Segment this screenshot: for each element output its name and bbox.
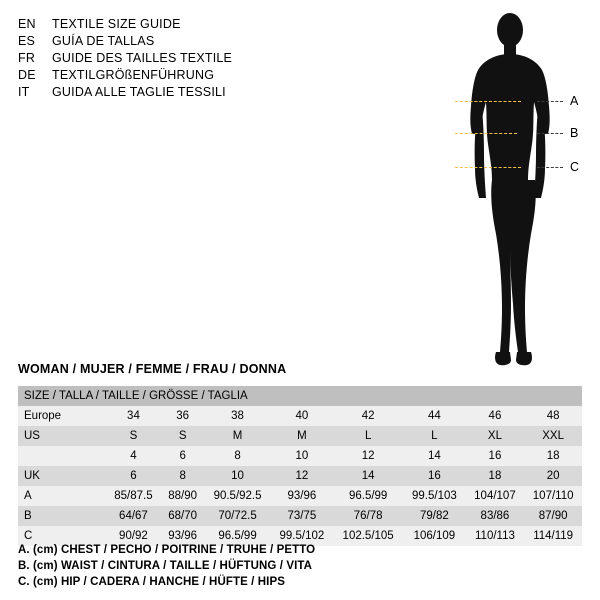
cell: 38 <box>204 406 270 426</box>
cell: 114/119 <box>524 526 582 546</box>
table-row <box>18 506 582 526</box>
cell: 87/90 <box>524 506 582 526</box>
cell: 6 <box>106 466 161 486</box>
cell: XXL <box>524 426 582 446</box>
marker-label-a: A <box>570 94 579 108</box>
legend-item-b: B. (cm) WAIST / CINTURA / TAILLE / HÜFTUNG / VITA <box>18 560 313 572</box>
cell: 44 <box>403 406 465 426</box>
cell: 18 <box>466 466 525 486</box>
cell: 93/96 <box>161 526 205 546</box>
table-row <box>18 406 582 426</box>
title-text-it: GUIDA ALLE TAGLIE TESSILI <box>52 85 226 99</box>
hip-marker-line <box>455 167 521 168</box>
title-row <box>18 67 318 84</box>
row-label-a: A <box>18 486 106 506</box>
size-table-wrapper <box>18 386 582 546</box>
cell: 42 <box>333 406 403 426</box>
marker-label-b: B <box>570 126 579 140</box>
cell: 12 <box>271 466 333 486</box>
cell: 12 <box>333 446 403 466</box>
cell: 102.5/105 <box>333 526 403 546</box>
waist-pointer-line <box>537 133 563 134</box>
cell: 34 <box>106 406 161 426</box>
chest-pointer-line <box>537 101 563 102</box>
cell: 6 <box>161 446 205 466</box>
cell: 79/82 <box>403 506 465 526</box>
cell: 36 <box>161 406 205 426</box>
table-row <box>18 486 582 506</box>
cell: 96.5/99 <box>204 526 270 546</box>
cell: 64/67 <box>106 506 161 526</box>
title-lang-es: ES <box>18 34 36 48</box>
cell: 4 <box>106 446 161 466</box>
cell: XL <box>466 426 525 446</box>
cell: 14 <box>333 466 403 486</box>
title-text-es: GUÍA DE TALLAS <box>52 34 155 48</box>
cell: 16 <box>466 446 525 466</box>
title-row <box>18 50 318 67</box>
cell: 76/78 <box>333 506 403 526</box>
title-row <box>18 16 318 33</box>
table-header-row <box>18 386 582 406</box>
row-label-us: US <box>18 426 106 446</box>
cell: 70/72.5 <box>204 506 270 526</box>
cell: 10 <box>271 446 333 466</box>
table-header-label: SIZE / TALLA / TAILLE / GRÖSSE / TAGLIA <box>18 386 582 406</box>
table-row <box>18 466 582 486</box>
cell: 20 <box>524 466 582 486</box>
cell: 14 <box>403 446 465 466</box>
cell: 48 <box>524 406 582 426</box>
woman-silhouette-figure <box>430 8 590 370</box>
row-label-c: C <box>18 526 106 546</box>
cell: 68/70 <box>161 506 205 526</box>
cell: 10 <box>204 466 270 486</box>
cell: S <box>106 426 161 446</box>
size-table <box>18 386 582 546</box>
cell: M <box>204 426 270 446</box>
cell: 96.5/99 <box>333 486 403 506</box>
cell: 88/90 <box>161 486 205 506</box>
title-row <box>18 33 318 50</box>
title-lang-en: EN <box>18 17 36 31</box>
cell: 106/109 <box>403 526 465 546</box>
cell: 46 <box>466 406 525 426</box>
row-label-uk: UK <box>18 466 106 486</box>
cell: 104/107 <box>466 486 525 506</box>
marker-label-c: C <box>570 160 580 174</box>
cell: 8 <box>204 446 270 466</box>
cell: 93/96 <box>271 486 333 506</box>
cell: L <box>333 426 403 446</box>
cell: 99.5/103 <box>403 486 465 506</box>
waist-marker-line <box>455 133 517 134</box>
legend-item-a: A. (cm) CHEST / PECHO / POITRINE / TRUHE / PETTO <box>18 544 316 556</box>
cell: 40 <box>271 406 333 426</box>
title-row <box>18 84 318 101</box>
cell: 99.5/102 <box>271 526 333 546</box>
section-heading: WOMAN / MUJER / FEMME / FRAU / DONNA <box>18 362 287 376</box>
cell: 73/75 <box>271 506 333 526</box>
cell: 110/113 <box>466 526 525 546</box>
row-label-us-numeric <box>18 446 106 466</box>
cell: 90/92 <box>106 526 161 546</box>
legend-block <box>18 542 315 590</box>
title-text-fr: GUIDE DES TAILLES TEXTILE <box>52 51 233 65</box>
cell: S <box>161 426 205 446</box>
row-label-b: B <box>18 506 106 526</box>
title-text-en: TEXTILE SIZE GUIDE <box>52 17 181 31</box>
title-text-de: TEXTILGRÖßENFÜHRUNG <box>52 68 215 82</box>
cell: 16 <box>403 466 465 486</box>
title-lang-fr: FR <box>18 51 36 65</box>
cell: M <box>271 426 333 446</box>
table-row <box>18 426 582 446</box>
title-lang-it: IT <box>18 85 30 99</box>
row-label-europe: Europe <box>18 406 106 426</box>
silhouette-svg <box>430 8 590 370</box>
table-row <box>18 446 582 466</box>
title-lang-de: DE <box>18 68 36 82</box>
cell: 8 <box>161 466 205 486</box>
chest-marker-line <box>455 101 521 102</box>
cell: 18 <box>524 446 582 466</box>
cell: 85/87.5 <box>106 486 161 506</box>
cell: 83/86 <box>466 506 525 526</box>
legend-item-c: C. (cm) HIP / CADERA / HANCHE / HÜFTE / HIPS <box>18 576 286 588</box>
hip-pointer-line <box>537 167 563 168</box>
title-block <box>18 16 318 101</box>
cell: 107/110 <box>524 486 582 506</box>
cell: L <box>403 426 465 446</box>
cell: 90.5/92.5 <box>204 486 270 506</box>
